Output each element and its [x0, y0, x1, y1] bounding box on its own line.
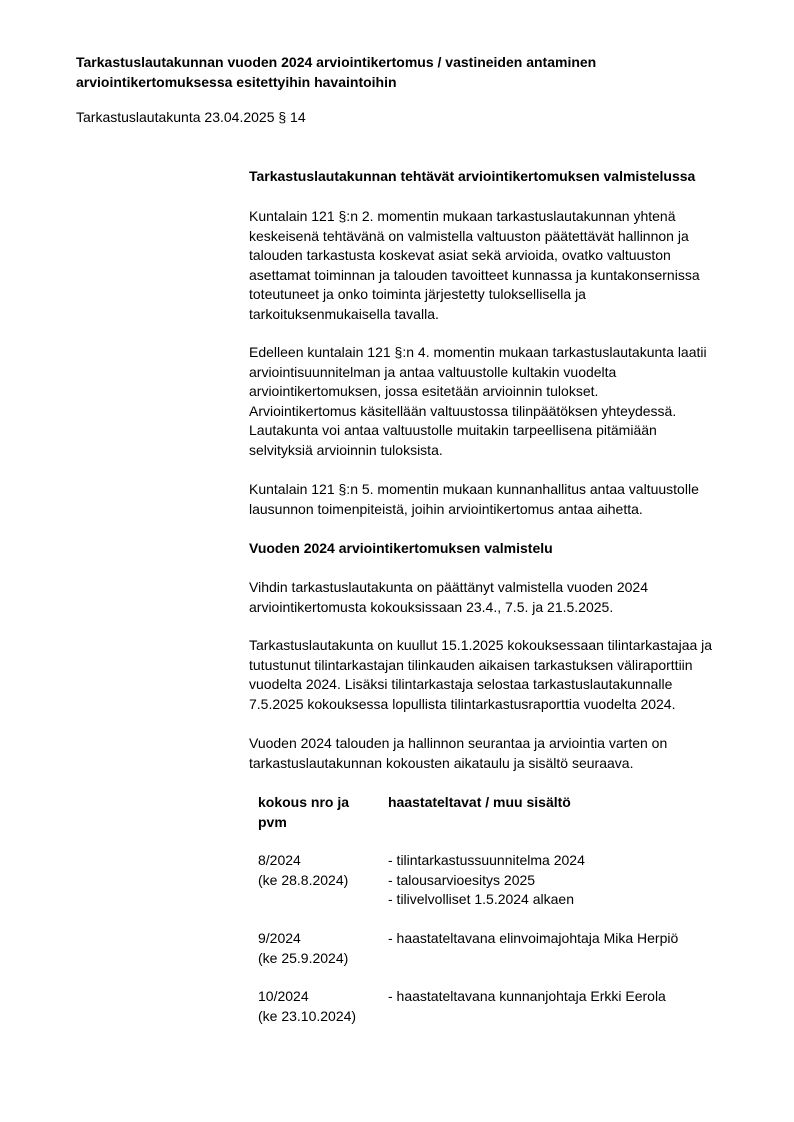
- text-line: Lautakunta voi antaa valtuustolle muitakin tarpeellisena pitämiään: [249, 422, 657, 438]
- content-item: - haastateltavana kunnanjohtaja Erkki Eerola: [388, 988, 666, 1004]
- column-header-content: haastateltavat / muu sisältö: [388, 794, 571, 810]
- text-line: Vuoden 2024 talouden ja hallinnon seurantaa ja arviointia varten on: [249, 735, 668, 751]
- paragraph-auditor: [249, 636, 749, 714]
- section-heading-tasks: Tarkastuslautakunnan tehtävät arviointikertomuksen valmistelussa: [249, 168, 696, 184]
- text-line: Tarkastuslautakunta on kuullut 15.1.2025 kokouksessaan tilintarkastajaa ja: [249, 637, 713, 653]
- text-line: arviointikertomusta kokouksissaan 23.4., 7.5. ja 21.5.2025.: [249, 598, 614, 615]
- text-line: Arviointikertomus käsitellään valtuustossa tilinpäätöksen yhteydessä.: [249, 402, 677, 419]
- content-item: - talousarvioesitys 2025: [388, 871, 536, 888]
- text-line: Kuntalain 121 §:n 5. momentin mukaan kunnanhallitus antaa valtuustolle: [249, 481, 699, 497]
- text-line: keskeisenä tehtävänä on valmistella valtuuston päätettävät hallinnon ja: [249, 227, 689, 244]
- document-title-line: arviointikertomuksessa esitettyihin havaintoihin: [76, 74, 397, 90]
- meeting-reference: Tarkastuslautakunta 23.04.2025 § 14: [76, 109, 306, 125]
- meeting-date: (ke 23.10.2024): [258, 1007, 357, 1024]
- text-line: vuodelta 2024. Lisäksi tilintarkastaja selostaa tarkastuslautakunnalle: [249, 676, 673, 692]
- content-cell: [388, 987, 728, 1007]
- document-title: [76, 52, 716, 92]
- content-item: - tilivelvolliset 1.5.2024 alkaen: [388, 891, 574, 907]
- meeting-cell: [258, 987, 378, 1026]
- paragraph-kuntalaki-2-momentti: [249, 207, 749, 324]
- meeting-number: 9/2024: [258, 930, 301, 946]
- document-title-line: Tarkastuslautakunnan vuoden 2024 arviointikertomus / vastineiden antaminen: [76, 54, 597, 70]
- content-cell: [388, 929, 728, 949]
- text-line: arviointisuunnitelman ja antaa valtuustolle kultakin vuodelta: [249, 363, 617, 380]
- text-line: selvityksiä arvioinnin tuloksista.: [249, 441, 443, 458]
- paragraph-preparation-schedule: [249, 578, 749, 617]
- text-line: Vihdin tarkastuslautakunta on päättänyt valmistella vuoden 2024: [249, 579, 649, 595]
- text-line: lausunnon toimenpiteistä, joihin arviointikertomus antaa aihetta.: [249, 500, 643, 517]
- header-line: pvm: [258, 813, 287, 830]
- table-header-row: [258, 793, 728, 833]
- text-line: tarkoituksenmukaisella tavalla.: [249, 305, 439, 322]
- content-item: - tilintarkastussuunnitelma 2024: [388, 852, 585, 868]
- paragraph-kuntalaki-5-momentti: [249, 480, 749, 519]
- meeting-number: 10/2024: [258, 988, 309, 1004]
- meeting-date: (ke 28.8.2024): [258, 871, 349, 888]
- content-item: - haastateltavana elinvoimajohtaja Mika Herpiö: [388, 930, 679, 946]
- meeting-number: 8/2024: [258, 852, 301, 868]
- text-line: Kuntalain 121 §:n 2. momentin mukaan tarkastuslautakunnan yhtenä: [249, 208, 676, 224]
- column-header-meeting: [258, 793, 378, 832]
- paragraph-kuntalaki-4-momentti: [249, 343, 749, 460]
- meeting-schedule-table: [258, 793, 728, 1024]
- text-line: asettamat toiminnan ja talouden tavoitteet kunnassa ja kuntakonsernissa: [249, 266, 700, 283]
- header-line: kokous nro ja: [258, 794, 350, 810]
- text-line: talouden tarkastusta koskevat asiat sekä arvioida, ovatko valtuuston: [249, 247, 671, 263]
- text-line: 7.5.2025 kokouksessa lopullista tilintarkastusraporttia vuodelta 2024.: [249, 695, 676, 712]
- text-line: arviointikertomuksen, jossa esitetään arvioinnin tulokset.: [249, 383, 599, 399]
- text-line: tutustunut tilintarkastajan tilinkauden aikaisen tarkastuksen väliraporttiin: [249, 656, 693, 673]
- paragraph-monitoring: [249, 734, 749, 773]
- text-line: tarkastuslautakunnan kokousten aikataulu ja sisältö seuraava.: [249, 754, 634, 771]
- meeting-date: (ke 25.9.2024): [258, 949, 349, 966]
- text-line: toteutuneet ja onko toiminta järjestetty tuloksellisella ja: [249, 286, 586, 302]
- meeting-cell: [258, 851, 378, 890]
- meeting-cell: [258, 929, 378, 968]
- section-heading-preparation: Vuoden 2024 arviointikertomuksen valmistelu: [249, 540, 553, 556]
- text-line: Edelleen kuntalain 121 §:n 4. momentin mukaan tarkastuslautakunta laatii: [249, 344, 707, 360]
- content-cell: [388, 851, 728, 910]
